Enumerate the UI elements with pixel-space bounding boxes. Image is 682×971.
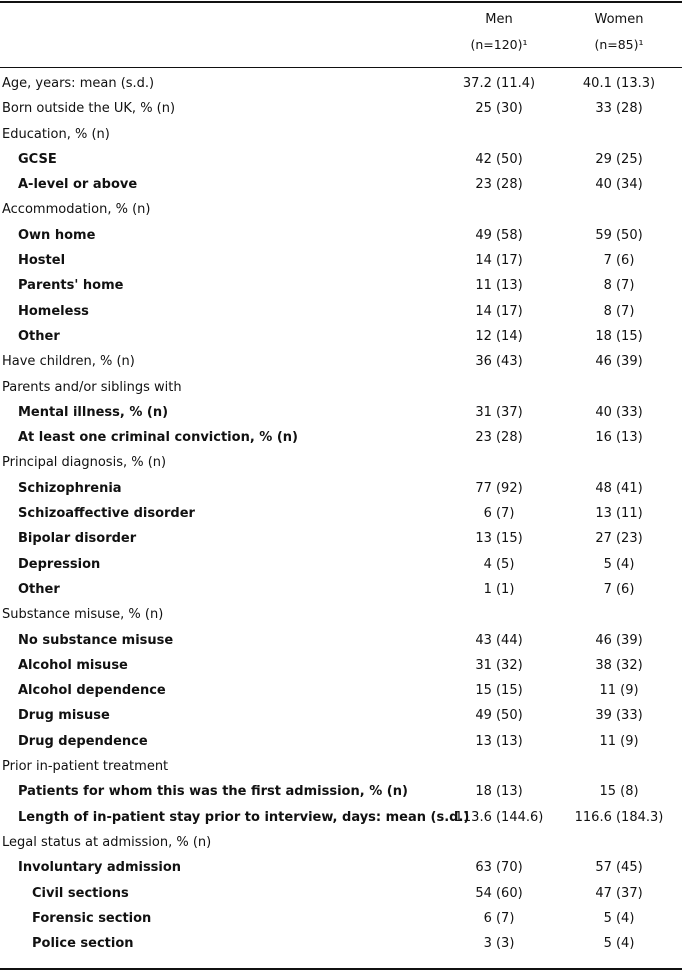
table-row [0, 253, 682, 278]
cell-women: 11 (9) [599, 733, 639, 749]
table-row [0, 354, 682, 379]
cell-women: 40 (33) [595, 404, 643, 420]
cell-men: 23 (28) [475, 430, 523, 446]
row-label: Other [18, 328, 60, 344]
cell-men: 3 (3) [483, 936, 515, 952]
table-row [0, 101, 682, 126]
cell-men: 4 (5) [483, 556, 515, 572]
cell-women: 18 (15) [595, 328, 643, 344]
row-label: Accommodation, % (n) [2, 202, 151, 218]
cell-women: 11 (9) [599, 683, 639, 699]
cell-men: 31 (37) [475, 404, 523, 420]
cell-women: 29 (25) [595, 151, 643, 167]
cell-men: 14 (17) [475, 253, 523, 269]
table-bottom-rule [0, 968, 682, 970]
table-row [0, 278, 682, 303]
cell-women: 40 (34) [595, 177, 643, 193]
row-label: Involuntary admission [18, 860, 182, 876]
table-row [0, 127, 682, 152]
row-label: Drug misuse [18, 708, 110, 724]
cell-men: 6 (7) [483, 910, 515, 926]
column-title-women: Women [594, 12, 644, 27]
cell-men: 42 (50) [475, 151, 523, 167]
row-label: Alcohol dependence [18, 683, 166, 699]
table-row [0, 481, 682, 506]
row-label: Parents and/or siblings with [2, 379, 182, 395]
row-label: Legal status at admission, % (n) [2, 834, 212, 850]
row-label: Prior in-patient treatment [2, 759, 169, 775]
cell-men: 14 (17) [475, 303, 523, 319]
column-n-men: (n=120)¹ [470, 37, 528, 52]
cell-men: 13 (13) [475, 733, 523, 749]
row-label: Born outside the UK, % (n) [2, 101, 176, 117]
cell-men: 37.2 (11.4) [462, 76, 536, 91]
cell-men: 54 (60) [475, 885, 523, 901]
table-row [0, 430, 682, 455]
row-label: Parents' home [18, 278, 124, 294]
cell-women: 39 (33) [595, 708, 643, 724]
row-label: At least one criminal conviction, % (n) [18, 430, 298, 446]
row-label: Forensic section [32, 910, 152, 926]
table-row [0, 759, 682, 784]
table-row [0, 228, 682, 253]
cell-women: 8 (7) [603, 303, 635, 319]
cell-men: 6 (7) [483, 506, 515, 522]
cell-men: 43 (44) [475, 632, 523, 648]
row-label: Mental illness, % (n) [18, 404, 169, 420]
table-row [0, 708, 682, 733]
cell-men: 13 (15) [475, 531, 523, 547]
table-row [0, 582, 682, 607]
row-label: Civil sections [32, 885, 129, 901]
table-row [0, 557, 682, 582]
table-row [0, 810, 682, 835]
cell-women: 40.1 (13.3) [582, 76, 656, 91]
row-label: Drug dependence [18, 733, 148, 749]
cell-women: 38 (32) [595, 657, 643, 673]
row-label: No substance misuse [18, 632, 174, 648]
table-row [0, 784, 682, 809]
cell-women: 47 (37) [595, 885, 643, 901]
row-label: Education, % (n) [2, 126, 110, 142]
cell-women: 7 (6) [603, 581, 635, 597]
row-label: Police section [32, 936, 134, 952]
table-row [0, 202, 682, 227]
row-label: Homeless [18, 303, 89, 319]
cell-men: 36 (43) [475, 354, 523, 370]
table-body [0, 76, 682, 961]
cell-women: 5 (4) [603, 910, 635, 926]
table-row [0, 936, 682, 961]
cell-women: 15 (8) [599, 784, 639, 800]
cell-women: 46 (39) [595, 632, 643, 648]
table-row [0, 734, 682, 759]
cell-men: 1 (1) [483, 581, 515, 597]
cell-women: 16 (13) [595, 430, 643, 446]
row-label: Patients for whom this was the first admission, % (n) [18, 784, 408, 800]
row-label: Depression [18, 556, 101, 572]
row-label: Alcohol misuse [18, 657, 128, 673]
table-row [0, 455, 682, 480]
row-label: Principal diagnosis, % (n) [2, 455, 167, 471]
table-top-rule [0, 1, 682, 3]
table-row [0, 531, 682, 556]
table-row [0, 405, 682, 430]
column-n-women: (n=85)¹ [594, 37, 644, 52]
cell-women: 7 (6) [603, 253, 635, 269]
row-label: Schizoaffective disorder [18, 506, 195, 522]
cell-women: 27 (23) [595, 531, 643, 547]
cell-women: 13 (11) [595, 506, 643, 522]
cell-men: 63 (70) [475, 860, 523, 876]
row-label: Hostel [18, 253, 66, 269]
table-row [0, 304, 682, 329]
cell-women: 8 (7) [603, 278, 635, 294]
table-row [0, 860, 682, 885]
table-row [0, 329, 682, 354]
table-row [0, 76, 682, 101]
table-row [0, 506, 682, 531]
cell-men: 31 (32) [475, 657, 523, 673]
row-label: GCSE [18, 151, 57, 167]
cell-men: 15 (15) [475, 683, 523, 699]
cell-men: 12 (14) [475, 328, 523, 344]
cell-men: 49 (50) [475, 708, 523, 724]
cell-women: 116.6 (184.3) [574, 809, 664, 825]
row-label: Schizophrenia [18, 480, 122, 496]
row-label: A-level or above [18, 177, 138, 193]
row-label: Other [18, 581, 60, 597]
cell-men: 23 (28) [475, 177, 523, 193]
row-label: Age, years: mean (s.d.) [2, 76, 155, 91]
table-row [0, 886, 682, 911]
row-label: Bipolar disorder [18, 531, 137, 547]
cell-women: 5 (4) [603, 556, 635, 572]
column-title-men: Men [485, 12, 513, 27]
table-row [0, 911, 682, 936]
cell-women: 57 (45) [595, 860, 643, 876]
table-row [0, 607, 682, 632]
row-label: Have children, % (n) [2, 354, 135, 370]
table-row [0, 633, 682, 658]
cell-men: 49 (58) [475, 227, 523, 243]
table-row [0, 380, 682, 405]
cell-men: 77 (92) [475, 480, 523, 496]
cell-women: 33 (28) [595, 101, 643, 117]
table-row [0, 658, 682, 683]
cell-women: 5 (4) [603, 936, 635, 952]
cell-women: 48 (41) [595, 480, 643, 496]
table-row [0, 152, 682, 177]
cell-men: 25 (30) [475, 101, 523, 117]
row-label: Own home [18, 227, 96, 243]
cell-women: 59 (50) [595, 227, 643, 243]
row-label: Substance misuse, % (n) [2, 607, 164, 623]
table-row [0, 835, 682, 860]
row-label: Length of in-patient stay prior to interview, days: mean (s.d.) [18, 809, 470, 825]
cell-men: 18 (13) [475, 784, 523, 800]
cell-men: 11 (13) [475, 278, 523, 294]
cell-women: 46 (39) [595, 354, 643, 370]
header-rule [0, 67, 682, 68]
table-row [0, 683, 682, 708]
cell-men: 113.6 (144.6) [454, 809, 544, 825]
table-row [0, 177, 682, 202]
